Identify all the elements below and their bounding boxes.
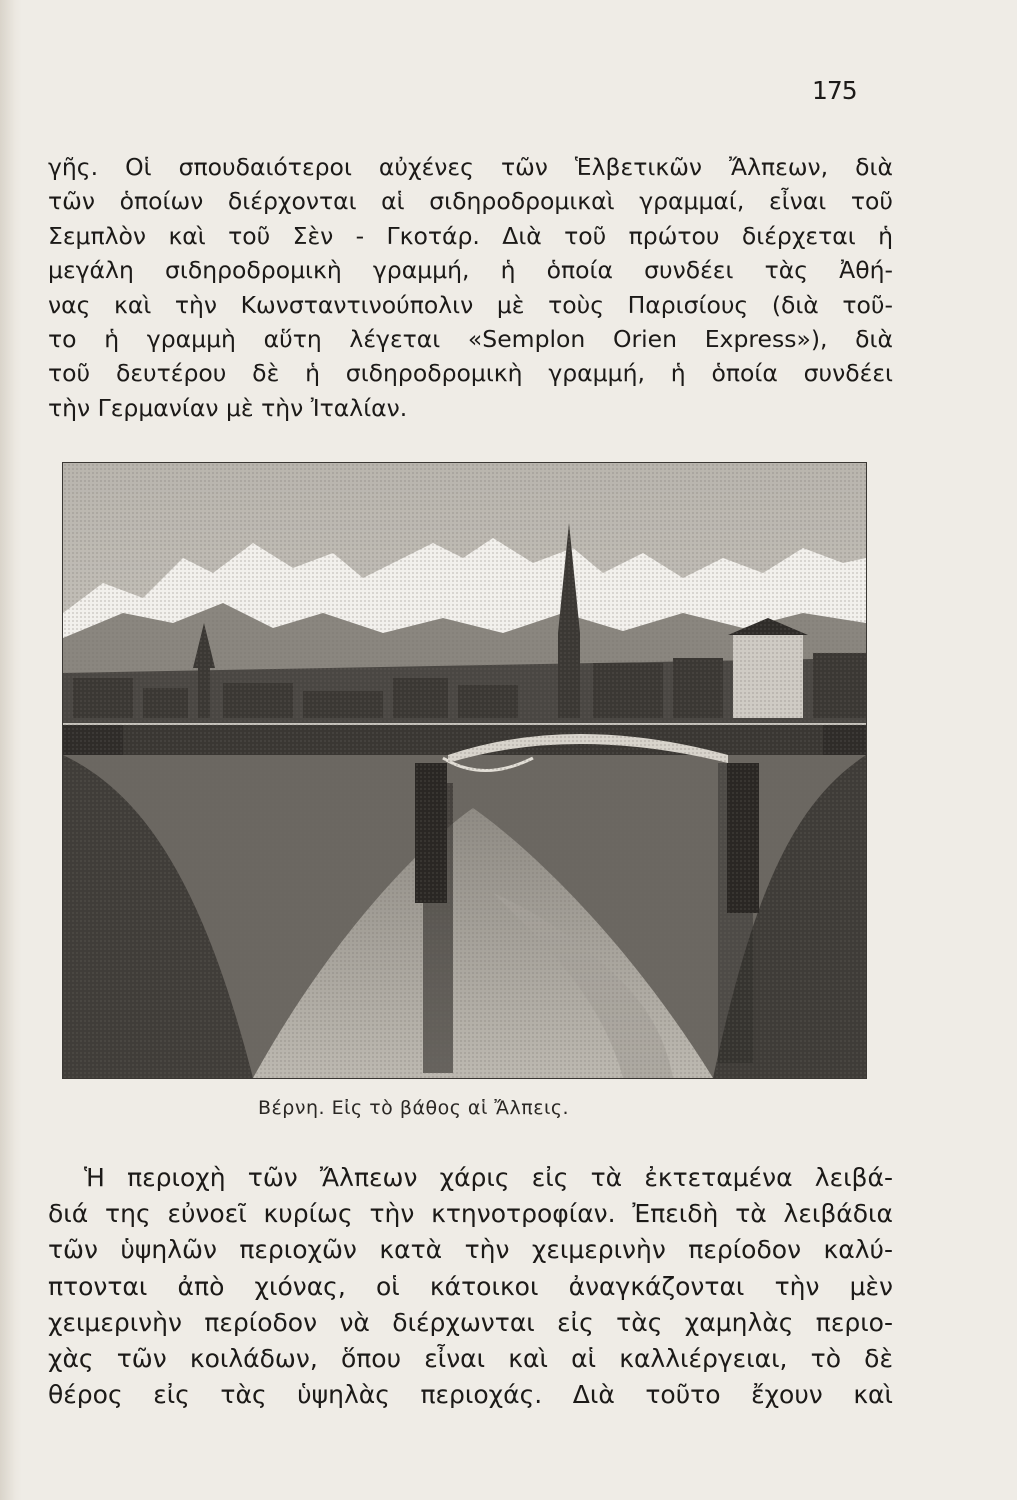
text-line: νας καὶ τὴν Κωνσταντινούπολιν μὲ τοὺς Παρισίους (διὰ τοῦ-: [48, 290, 893, 319]
figure-caption: Βέρνη. Εἰς τὸ βάθος αἱ Ἄλπεις.: [258, 1097, 570, 1119]
text-line: τὴν Γερμανίαν μὲ τὴν Ἰταλίαν.: [48, 393, 408, 422]
page-edge-shadow: [0, 0, 22, 1500]
text-line: χειμερινὴν περίοδον νὰ διέρχωνται εἰς τὰς χαμηλὰς περιο-: [48, 1307, 893, 1337]
text-line: το ἡ γραμμὴ αὕτη λέγεται «Semplon Orien Express»), διὰ: [48, 325, 893, 354]
paragraph-bottom: [48, 1160, 893, 1413]
text-line: πτονται ἀπὸ χιόνας, οἱ κάτοικοι ἀναγκάζονται τὴν μὲν: [48, 1271, 893, 1301]
text-line: Ἡ περιοχὴ τῶν Ἄλπεων χάρις εἰς τὰ ἐκτεταμένα λειβά-: [84, 1163, 893, 1192]
text-line: χὰς τῶν κοιλάδων, ὅπου εἶναι καὶ αἱ καλλιέργειαι, τὸ δὲ: [48, 1344, 893, 1374]
text-line: τῶν ὁποίων διέρχονται αἱ σιδηροδρομικαὶ γραμμαί, εἶναι τοῦ: [48, 187, 893, 216]
page-number: 175: [812, 76, 857, 105]
text-line: θέρος εἰς τὰς ὑψηλὰς περιοχάς. Διὰ τοῦτο ἔχουν καὶ: [48, 1380, 893, 1410]
text-line: μεγάλη σιδηροδρομικὴ γραμμή, ἡ ὁποία συνδέει τὰς Ἀθή-: [48, 256, 893, 285]
paragraph-top: [48, 150, 893, 425]
text-line: διά της εὐνοεῖ κυρίως τὴν κτηνοτροφίαν. Ἐπειδὴ τὰ λειβάδια: [48, 1199, 893, 1229]
text-line: γῆς. Οἱ σπουδαιότεροι αὐχένες τῶν Ἑλβετικῶν Ἄλπεων, διὰ: [48, 153, 893, 181]
text-line: τῶν ὑψηλῶν περιοχῶν κατὰ τὴν χειμερινὴν περίοδον καλύ-: [48, 1235, 893, 1265]
text-line: τοῦ δευτέρου δὲ ἡ σιδηροδρομικὴ γραμμή, ἡ ὁποία συνδέει: [48, 359, 893, 388]
bern-bridge-photo: [62, 462, 867, 1079]
text-line: Σεμπλὸν καὶ τοῦ Σὲν - Γκοτάρ. Διὰ τοῦ πρώτου διέρχεται ἡ: [48, 221, 893, 250]
